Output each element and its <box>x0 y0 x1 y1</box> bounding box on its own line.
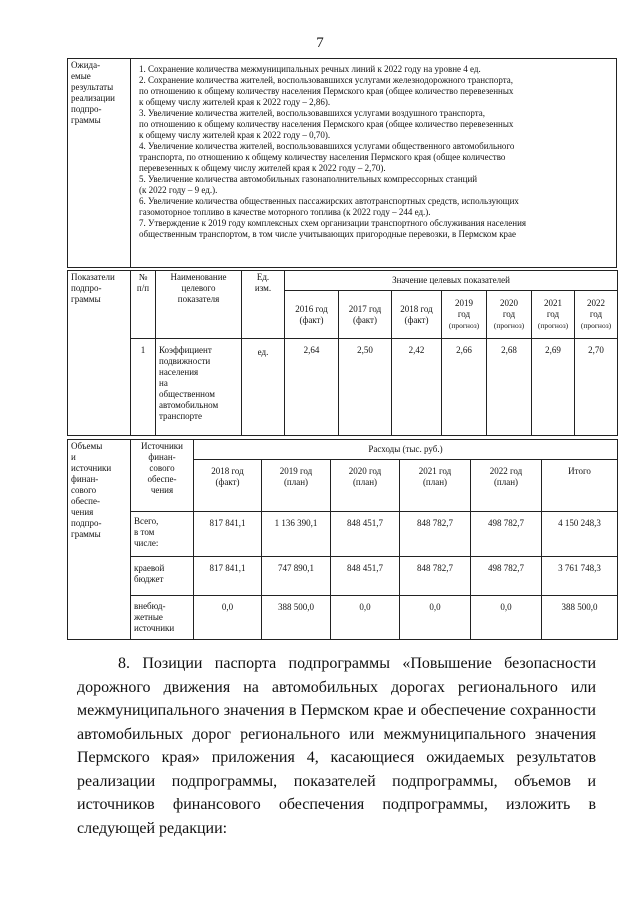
page-number: 7 <box>316 35 324 51</box>
indicator-value: 2,64 <box>285 339 339 436</box>
fin-value: 747 890,1 <box>262 557 331 596</box>
financing-row <box>68 557 618 596</box>
fin-year-header: 2018 год (факт) <box>194 460 262 512</box>
result-line: (к 2022 году – 9 ед.). <box>139 185 218 195</box>
year-label: 2021 год <box>544 298 562 319</box>
result-line: общественным транспортом, в том числе учитывающих пригородные перевозки, в Пермском крае <box>139 229 517 239</box>
year-note: (факт) <box>404 314 429 325</box>
results-table <box>67 58 617 268</box>
financing-table <box>67 439 618 640</box>
indicator-name: Коэффициент подвижности населения на общественном автомобильном транспорте <box>156 339 242 436</box>
fin-value: 817 841,1 <box>194 512 262 557</box>
result-line: 3. Увеличение количества жителей, воспользовавшихся услугами воздушного транспорта, <box>139 108 486 118</box>
year-note: (прогноз) <box>537 321 569 330</box>
result-line: 1. Сохранение количества межмуниципальных речных линий к 2022 году на уровне 4 ед. <box>139 64 481 74</box>
indicator-row-number: 1 <box>131 339 156 436</box>
results-list <box>131 59 617 268</box>
fin-source: внебюд- жетные источники <box>131 596 194 640</box>
year-header <box>339 291 392 339</box>
year-note: (факт) <box>352 314 377 325</box>
amendment-text: 8. Позиции паспорта подпрограммы «Повышение безопасности дорожного движения на автомобильных дорогах регионального или межмуниципального значения в Пермском крае и обеспечение сохранности автомобильных дорог регионального или межмуниципального значения Пермского края» приложения 4, касающиеся ожидаемых результатов реализации подпрограммы, показателей подпрограммы, объемов и источников финансового обеспечения подпрограммы, изложить в следующей редакции: <box>77 655 596 837</box>
year-header <box>285 291 339 339</box>
year-note: (факт) <box>299 314 324 325</box>
year-label: 2018 год <box>400 303 433 314</box>
col-values-header: Значение целевых показателей <box>285 271 618 291</box>
year-label: 2016 год <box>295 303 328 314</box>
result-line: транспорта, по отношению к общему количеству населения Пермского края (общее количество <box>139 152 506 162</box>
fin-value: 0,0 <box>331 596 400 640</box>
result-line: к общему числу жителей края к 2022 году – 0,70). <box>139 130 331 140</box>
result-line: 7. Утверждение к 2019 году комплексных схем организации транспортного обслуживания населения <box>139 218 527 228</box>
result-line: 6. Увеличение количества общественных пассажирских автотранспортных средств, использующих <box>139 196 519 206</box>
fin-value: 1 136 390,1 <box>262 512 331 557</box>
indicator-value: 2,50 <box>339 339 392 436</box>
year-header <box>442 291 487 339</box>
year-header <box>575 291 618 339</box>
fin-year-header: 2019 год (план) <box>262 460 331 512</box>
indicator-unit: ед. <box>242 339 285 436</box>
fin-value: 848 782,7 <box>400 557 471 596</box>
fin-value: 817 841,1 <box>194 557 262 596</box>
result-line: 2. Сохранение количества жителей, воспользовавшихся услугами железнодорожного транспорта, <box>139 75 514 85</box>
fin-value: 0,0 <box>471 596 542 640</box>
fin-value: 4 150 248,3 <box>542 512 618 557</box>
result-line: 5. Увеличение количества автомобильных газонаполнительных компрессорных станций <box>139 174 478 184</box>
indicator-value: 2,42 <box>392 339 442 436</box>
result-line: по отношению к общему количеству населения Пермского края (общее количество перевезенных <box>139 119 514 129</box>
fin-value: 0,0 <box>400 596 471 640</box>
fin-value: 388 500,0 <box>542 596 618 640</box>
indicator-value: 2,70 <box>575 339 618 436</box>
result-line: 4. Увеличение количества жителей, воспользовавшихся услугами общественного автомобильного <box>139 141 515 151</box>
year-header <box>532 291 575 339</box>
year-label: 2020 год <box>500 298 518 319</box>
financing-label: Объемы и источники финан- сового обеспе- чения подпро- граммы <box>68 440 131 640</box>
year-note: (прогноз) <box>493 321 525 330</box>
fin-value: 848 451,7 <box>331 512 400 557</box>
fin-year-header: Итого <box>542 460 618 512</box>
indicator-value: 2,69 <box>532 339 575 436</box>
fin-year-header: 2022 год (план) <box>471 460 542 512</box>
year-header <box>487 291 532 339</box>
fin-source: краевой бюджет <box>131 557 194 596</box>
indicator-value: 2,66 <box>442 339 487 436</box>
fin-value: 0,0 <box>194 596 262 640</box>
fin-value: 498 782,7 <box>471 557 542 596</box>
col-expenses-header: Расходы (тыс. руб.) <box>194 440 618 460</box>
col-unit-header: Ед. изм. <box>242 271 285 339</box>
year-label: 2022 год <box>587 298 605 319</box>
fin-value: 848 782,7 <box>400 512 471 557</box>
financing-row <box>68 596 618 640</box>
indicators-table <box>67 270 618 436</box>
results-label: Ожида- емые результаты реализации подпро- граммы <box>68 59 131 268</box>
fin-year-header: 2020 год (план) <box>331 460 400 512</box>
fin-value: 498 782,7 <box>471 512 542 557</box>
result-line: перевезенных к общему числу жителей края к 2022 году – 2,70). <box>139 163 386 173</box>
col-number-header: № п/п <box>131 271 156 339</box>
year-note: (прогноз) <box>580 321 612 330</box>
indicators-label: Показатели подпро- граммы <box>68 271 131 436</box>
result-line: по отношению к общему количеству населения Пермского края (общее количество перевезенных <box>139 86 514 96</box>
fin-value: 3 761 748,3 <box>542 557 618 596</box>
financing-row <box>68 512 618 557</box>
amendment-paragraph <box>77 652 596 840</box>
fin-value: 848 451,7 <box>331 557 400 596</box>
col-name-header: Наименование целевого показателя <box>156 271 242 339</box>
col-source-header: Источники финан- сового обеспе- чения <box>131 440 194 512</box>
year-label: 2019 год <box>455 298 473 319</box>
year-label: 2017 год <box>348 303 382 314</box>
result-line: к общему числу жителей края к 2022 году – 2,86). <box>139 97 331 107</box>
year-header <box>392 291 442 339</box>
year-note: (прогноз) <box>448 321 480 330</box>
fin-source: Всего, в том числе: <box>131 512 194 557</box>
indicator-value: 2,68 <box>487 339 532 436</box>
result-line: газомоторное топливо в качестве моторного топлива (к 2022 году – 244 ед.). <box>139 207 431 217</box>
fin-value: 388 500,0 <box>262 596 331 640</box>
fin-year-header: 2021 год (план) <box>400 460 471 512</box>
